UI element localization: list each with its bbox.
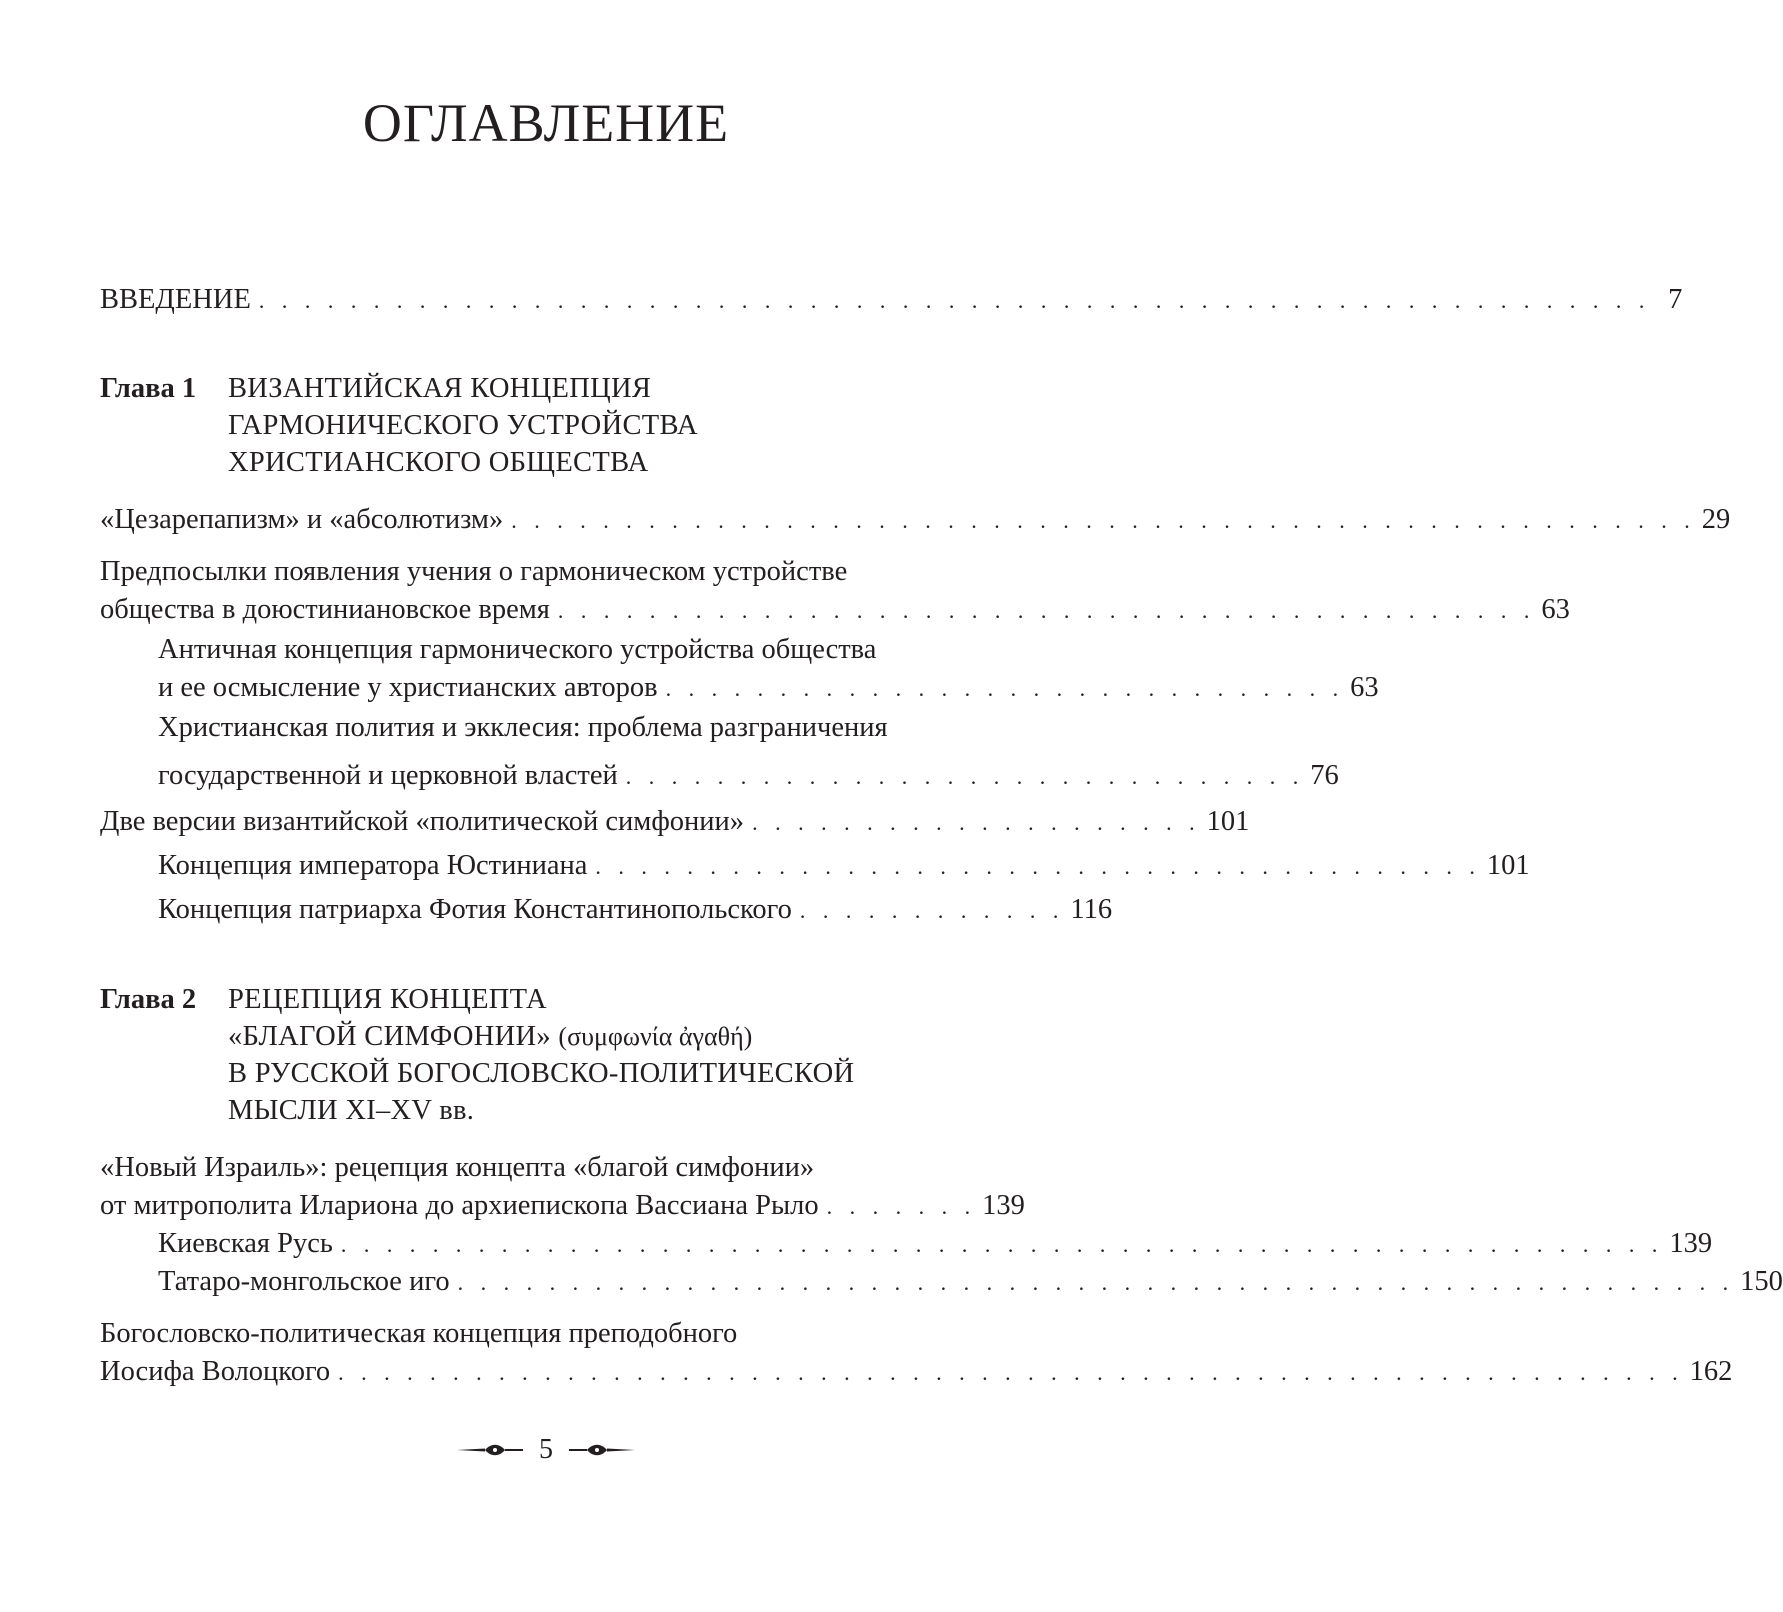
chapter-1-heading[interactable] — [100, 370, 1000, 481]
entry-text: Концепция патриарха Фотия Константинопольского — [158, 894, 792, 925]
left-ornament-icon — [455, 1441, 525, 1459]
chapter-title-line: МЫСЛИ XI–XV вв. — [228, 1095, 475, 1126]
dot-leader: . . . . . . . . . . . . — [799, 898, 1065, 923]
dot-leader: . . . . . . . . . . . . . . . . . . . . . . . . . . . . . . . . . . . . . . . — [595, 854, 1481, 879]
entry-text: от митрополита Илариона до архиепископа Вассиана Рыло — [100, 1190, 819, 1221]
entry-text: «Новый Израиль»: рецепция концепта «благой симфонии» — [100, 1152, 815, 1183]
toc-entry[interactable] — [100, 1315, 1733, 1392]
chapter-title — [228, 981, 1000, 1129]
entry-text: Античная концепция гармонического устройства общества — [158, 634, 877, 665]
toc-subentry[interactable] — [158, 709, 1339, 796]
toc-subentry[interactable] — [158, 891, 1113, 930]
entry-text: общества в доюстиниановское время — [100, 594, 550, 625]
chapter-title-line: ВИЗАНТИЙСКАЯ КОНЦЕПЦИЯ — [228, 373, 652, 404]
entry-page: 29 — [1701, 504, 1731, 535]
entry-page: 116 — [1070, 894, 1113, 925]
toc-subentry[interactable] — [158, 847, 1530, 886]
entry-text: «Цезарепапизм» и «абсолютизм» — [100, 504, 504, 535]
chapter-title-line: ХРИСТИАНСКОГО ОБЩЕСТВА — [228, 447, 649, 478]
dot-leader: . . . . . . . . . . . . . . . . . . . . . . . . . . . . . . — [665, 676, 1345, 701]
entry-text: ВВЕДЕНИЕ — [100, 284, 251, 315]
chapter-title-line: РЕЦЕПЦИЯ КОНЦЕПТА — [228, 984, 547, 1015]
chapter-title — [228, 370, 1000, 481]
chapter-2-heading[interactable] — [100, 981, 1000, 1129]
entry-page: 139 — [1669, 1228, 1713, 1259]
entry-page: 162 — [1689, 1356, 1733, 1387]
entry-text: Христианская полития и экклесия: проблема разграничения — [158, 712, 888, 743]
entry-page: 139 — [982, 1190, 1025, 1221]
entry-text: Предпосылки появления учения о гармоническом устройстве — [100, 556, 848, 587]
toc-subentry[interactable] — [158, 1225, 1713, 1264]
entry-text: Концепция императора Юстиниана — [158, 850, 588, 881]
entry-page: 101 — [1486, 850, 1530, 881]
toc-entry-intro[interactable] — [100, 281, 1683, 320]
entry-page: 63 — [1541, 594, 1570, 625]
entry-text: государственной и церковной властей — [158, 760, 618, 791]
chapter-title-line — [228, 1018, 1000, 1055]
entry-text: и ее осмысление у христианских авторов — [158, 672, 658, 703]
toc-entry[interactable] — [100, 1149, 1025, 1226]
entry-page: 76 — [1310, 760, 1339, 791]
greek-term: (συμφωνία ἀγαθή) — [558, 1022, 753, 1051]
entry-text: Две версии византийской «политической симфонии» — [100, 806, 745, 837]
dot-leader: . . . . . . . . . . . . . . . . . . . . . . . . . . . . . . . . . . . . . . . . . . . . . . . . . . . . — [511, 508, 1696, 533]
entry-text: Богословско-политическая концепция преподобного — [100, 1318, 738, 1349]
entry-text: Татаро-монгольское иго — [158, 1266, 450, 1297]
dot-leader: . . . . . . . . . . . . . . . . . . . . . . . . . . . . . . . . . . . . . . . . . . . . . . . . . . . . . . . . . . . — [338, 1360, 1684, 1385]
dot-leader: . . . . . . . . . . . . . . . . . . . . . . . . . . . . . . — [625, 764, 1305, 789]
dot-leader: . . . . . . . . . . . . . . . . . . . . . . . . . . . . . . . . . . . . . . . . . . . . . . . . . . . . . . . . . . . . . — [258, 288, 1651, 313]
chapter-label: Глава 1 — [100, 373, 197, 404]
entry-text: Киевская Русь — [158, 1228, 333, 1259]
right-ornament-icon — [567, 1441, 637, 1459]
chapter-title-line: ГАРМОНИЧЕСКОГО УСТРОЙСТВА — [228, 410, 698, 441]
page-title: ОГЛАВЛЕНИЕ — [362, 93, 730, 153]
chapter-label: Глава 2 — [100, 984, 197, 1015]
entry-page: 63 — [1350, 672, 1379, 703]
toc-entry[interactable] — [100, 553, 1570, 630]
page-number: 5 — [539, 1434, 553, 1465]
dot-leader: . . . . . . . . . . . . . . . . . . . . . . . . . . . . . . . . . . . . . . . . . . . — [557, 598, 1536, 623]
toc-entry[interactable] — [100, 501, 1731, 540]
chapter-title-text: «БЛАГОЙ СИМФОНИИ» — [228, 1021, 551, 1052]
entry-page: 150 — [1740, 1266, 1783, 1297]
entry-page: 7 — [1668, 284, 1683, 315]
dot-leader: . . . . . . . — [826, 1194, 977, 1219]
toc-subentry[interactable] — [158, 631, 1379, 708]
toc-entry[interactable] — [100, 803, 1250, 842]
toc-subentry[interactable] — [158, 1263, 1783, 1302]
entry-page: 101 — [1206, 806, 1250, 837]
chapter-title-line: В РУССКОЙ БОГОСЛОВСКО-ПОЛИТИЧЕСКОЙ — [228, 1058, 855, 1089]
dot-leader: . . . . . . . . . . . . . . . . . . . . . . . . . . . . . . . . . . . . . . . . . . . . . . . . . . . . . . . . — [457, 1270, 1735, 1295]
entry-text: Иосифа Волоцкого — [100, 1356, 331, 1387]
page-number-footer — [0, 1434, 1092, 1466]
dot-leader: . . . . . . . . . . . . . . . . . . . . — [752, 810, 1201, 835]
dot-leader: . . . . . . . . . . . . . . . . . . . . . . . . . . . . . . . . . . . . . . . . . . . . . . . . . . . . . . . . . . — [340, 1232, 1664, 1257]
